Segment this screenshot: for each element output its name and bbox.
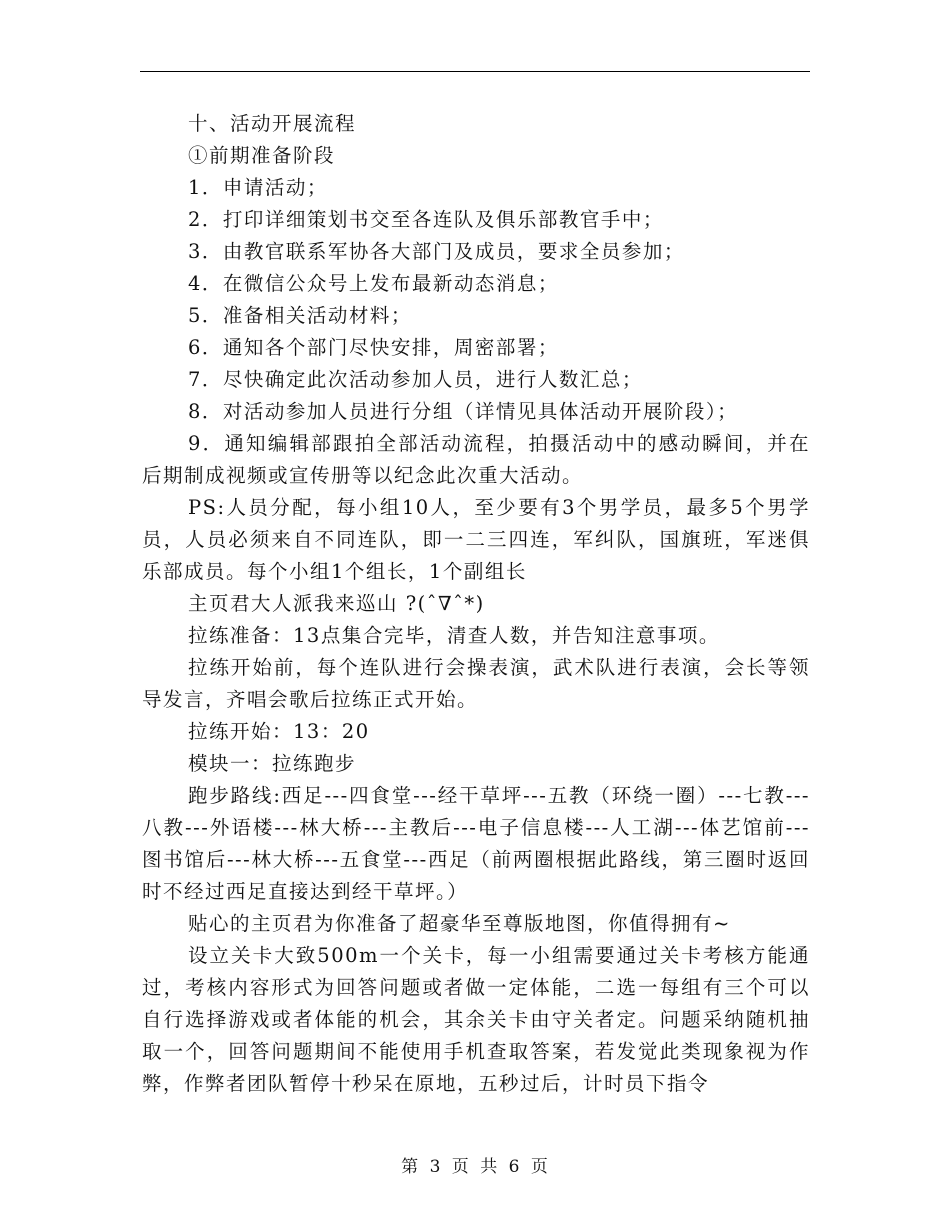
list-item: 4．在微信公众号上发布最新动态消息； — [188, 272, 559, 295]
body-paragraph: 设立关卡大致500m一个关卡，每一小组需要通过关卡考核方能通过，考核内容形式为回答问题或者做一定体能，二选一每组有三个可以自行选择游戏或者体能的机会，其余关卡由守关者定。问题采纳随机抽取一个，回答问题期间不能使用手机查取答案，若发觉此类现象视为作弊，作弊者团队暂停十秒呆在原地，五秒过后，计时员下指令 — [142, 944, 810, 1095]
list-item: 9．通知编辑部跟拍全部活动流程，拍摄活动中的感动瞬间，并在后期制成视频或宣传册等以纪念此次重大活动。 — [142, 432, 810, 487]
list-item: 7．尽快确定此次活动参加人员，进行人数汇总； — [188, 368, 643, 391]
list-item: 8．对活动参加人员进行分组（详情见具体活动开展阶段）； — [188, 400, 739, 423]
header-rule — [140, 71, 810, 72]
list-item: 1．申请活动； — [188, 176, 328, 199]
body-paragraph: 拉练开始：13：20 — [188, 720, 370, 743]
page-footer: 第 3 页 共 6 页 — [401, 1157, 549, 1177]
document-body — [142, 108, 810, 1100]
list-item: 6．通知各个部门尽快安排，周密部署； — [188, 336, 559, 359]
body-paragraph: 主页君大人派我来巡山 ?(ˆ∇ˆ*) — [188, 592, 485, 615]
list-item: 5．准备相关活动材料； — [188, 304, 412, 327]
body-paragraph: 模块一：拉练跑步 — [188, 752, 357, 775]
body-paragraph: 跑步路线:西足---四食堂---经干草坪---五教（环绕一圈）---七教---八教---外语楼---林大桥---主教后---电子信息楼---人工湖---体艺馆前---图书馆后---林大桥---五食堂---西足（前两圈根据此路线，第三圈时返回时不经过西足直接达到经干草坪。） — [142, 784, 810, 903]
section-heading: 十、活动开展流程 — [188, 112, 357, 135]
body-paragraph: 贴心的主页君为你准备了超豪华至尊版地图，你值得拥有~ — [188, 912, 731, 935]
body-paragraph: PS:人员分配，每小组10人，至少要有3个男学员，最多5个男学员，人员必须来自不同连队，即一二三四连，军纠队，国旗班，军迷俱乐部成员。每个小组1个组长，1个副组长 — [142, 496, 810, 583]
list-item: 2．打印详细策划书交至各连队及俱乐部教官手中； — [188, 208, 664, 231]
body-paragraph: 拉练开始前，每个连队进行会操表演，武术队进行表演，会长等领导发言，齐唱会歌后拉练正式开始。 — [142, 656, 810, 711]
body-paragraph: 拉练准备：13点集合完毕，清查人数，并告知注意事项。 — [188, 624, 720, 647]
subsection-heading: ①前期准备阶段 — [188, 144, 336, 167]
list-item: 3．由教官联系军协各大部门及成员，要求全员参加； — [188, 240, 685, 263]
